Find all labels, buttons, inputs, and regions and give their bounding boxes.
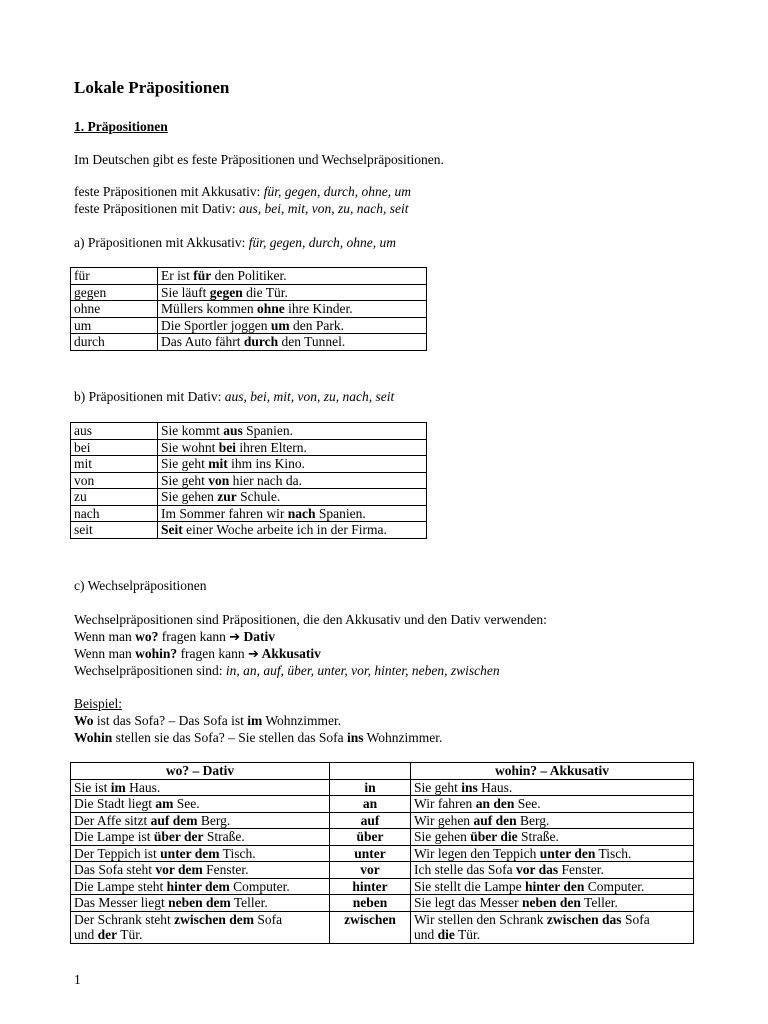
example-cell	[158, 317, 427, 334]
table-row	[71, 456, 427, 473]
table-row	[71, 301, 427, 318]
preposition-bold: über die	[470, 829, 518, 844]
akkusativ-example-cell	[411, 911, 694, 943]
sentence-text: und	[414, 927, 438, 942]
sentence-text: Der Schrank steht	[74, 911, 175, 927]
preposition-bold: zur	[217, 489, 237, 504]
table-row	[71, 829, 694, 846]
page-number: 1	[74, 972, 81, 987]
preposition-bold: zwischen dem	[174, 911, 254, 927]
preposition-bold: hinter den	[524, 878, 585, 894]
preposition-cell: vor	[330, 862, 411, 879]
example-2-prep: ins	[346, 730, 364, 745]
example-cell	[158, 423, 427, 440]
preposition-cell: ohne	[71, 301, 158, 318]
example-2-text: stellen sie das Sofa? – Sie stellen das Sofa	[112, 730, 347, 745]
feste-akkusativ-label: feste Präpositionen mit Akkusativ:	[74, 184, 264, 199]
preposition-cell: aus	[71, 423, 158, 440]
table-row	[71, 489, 427, 506]
sentence-text: Straße.	[203, 829, 245, 844]
example-cell	[158, 268, 427, 285]
table-row	[71, 812, 694, 829]
akkusativ-heading-label: a) Präpositionen mit Akkusativ:	[74, 235, 249, 250]
dativ-table	[70, 422, 427, 539]
table-row	[71, 268, 427, 285]
preposition-cell: seit	[71, 522, 158, 539]
dativ-example-cell	[71, 812, 330, 829]
sentence-text: Sie gehen	[414, 829, 471, 844]
akkusativ-example-cell	[411, 862, 694, 879]
akkusativ-example-cell	[411, 796, 694, 813]
preposition-bold: unter den	[539, 845, 596, 861]
sentence-text: die Tür.	[242, 284, 288, 300]
preposition-bold: unter dem	[160, 845, 220, 861]
example-1-end: Wohnzimmer.	[262, 713, 342, 728]
example-cell	[158, 301, 427, 318]
header-dativ: wo? – Dativ	[71, 763, 330, 780]
example-cell	[158, 284, 427, 301]
feste-akkusativ-line	[74, 183, 411, 200]
sentence-text: Müllers kommen	[161, 301, 257, 316]
preposition-bold: gegen	[209, 284, 243, 300]
sentence-text: Sie geht	[161, 472, 209, 488]
dativ-example-cell	[71, 779, 330, 796]
preposition-cell: zwischen	[330, 911, 411, 943]
sentence-text: Die Lampe ist	[74, 829, 154, 844]
example-cell	[158, 522, 427, 539]
table-row	[71, 779, 694, 796]
table-row	[71, 911, 694, 943]
sentence-text: See.	[173, 796, 200, 811]
sentence-text: Die Lampe steht	[74, 878, 167, 894]
sentence-text: Der Teppich ist	[74, 845, 161, 861]
preposition-bold: von	[208, 472, 230, 488]
preposition-cell: gegen	[71, 284, 158, 301]
sentence-text: einer Woche arbeite ich in der Firma.	[182, 522, 387, 537]
akkusativ-heading-list: für, gegen, durch, ohne, um	[248, 235, 396, 250]
table-row	[71, 334, 427, 351]
example-1-question: Wo	[74, 713, 94, 728]
sentence-text: Sofa	[621, 911, 650, 927]
wechsel-table	[70, 762, 694, 944]
wo-rule-mid: fragen kann	[158, 629, 230, 644]
sentence-text: Sie kommt	[161, 423, 224, 438]
wo-case: Dativ	[240, 629, 276, 644]
sentence-text: Sie läuft	[161, 284, 210, 300]
sentence-text: Schule.	[236, 489, 281, 504]
sentence-text: Er ist	[161, 268, 194, 283]
wechsel-list-label: Wechselpräpositionen sind:	[74, 663, 226, 678]
sentence-text: ihm ins Kino.	[227, 456, 306, 471]
sentence-text: Die Sportler joggen	[161, 317, 271, 333]
sentence-text: Tür.	[117, 927, 143, 942]
sentence-text: den Park.	[289, 317, 344, 333]
example-2-question: Wohin	[74, 730, 113, 745]
sentence-text: hier nach da.	[229, 472, 302, 488]
example-2-end: Wohnzimmer.	[363, 730, 443, 745]
sentence-text: den Politiker.	[211, 268, 287, 283]
sentence-text: Tür.	[454, 927, 481, 942]
dativ-example-cell	[71, 895, 330, 912]
sentence-text: Straße.	[517, 829, 559, 844]
preposition-cell: an	[330, 796, 411, 813]
preposition-bold: nach	[287, 505, 316, 521]
sentence-text: Ich stelle das Sofa	[414, 862, 516, 877]
preposition-bold: neben den	[521, 895, 581, 910]
table-row	[71, 317, 427, 334]
preposition-bold: um	[270, 317, 290, 333]
akkusativ-example-cell	[411, 779, 694, 796]
table-row	[71, 796, 694, 813]
sentence-text: Fenster.	[202, 862, 249, 877]
preposition-cell: nach	[71, 505, 158, 522]
sentence-text: Das Auto fährt	[161, 334, 244, 349]
sentence-text: Sie wohnt	[161, 439, 219, 455]
sentence-text: Sie legt das Messer	[414, 895, 522, 910]
preposition-bold: über der	[153, 829, 204, 844]
sentence-text: Computer.	[584, 878, 645, 894]
sentence-text: Sie ist	[74, 779, 111, 795]
preposition-cell: auf	[330, 812, 411, 829]
dativ-heading	[74, 388, 394, 405]
dativ-example-cell	[71, 862, 330, 879]
dativ-example-cell	[71, 911, 330, 943]
preposition-cell: durch	[71, 334, 158, 351]
sentence-text: Spanien.	[315, 505, 366, 521]
sentence-text: Sie gehen	[161, 489, 218, 504]
sentence-text: Wir fahren	[414, 796, 476, 811]
wohin-rule-pre: Wenn man	[74, 646, 136, 661]
preposition-cell: in	[330, 779, 411, 796]
akkusativ-example-cell	[411, 812, 694, 829]
preposition-cell: für	[71, 268, 158, 285]
sentence-text: Sie stellt die Lampe	[414, 878, 525, 894]
sentence-text: See.	[514, 796, 541, 811]
akkusativ-example-cell	[411, 878, 694, 895]
preposition-bold: ins	[461, 779, 478, 795]
right-arrow-icon: ➔	[229, 630, 241, 645]
sentence-text: Das Messer liegt	[74, 895, 169, 910]
dativ-example-cell	[71, 845, 330, 862]
example-line-1	[74, 712, 341, 729]
feste-dativ-list: aus, bei, mit, von, zu, nach, seit	[238, 201, 409, 216]
feste-akkusativ-list: für, gegen, durch, ohne, um	[263, 184, 411, 199]
wechsel-list: in, an, auf, über, unter, vor, hinter, neben, zwischen	[225, 663, 500, 678]
preposition-cell: unter	[330, 845, 411, 862]
wechsel-list-line	[74, 662, 500, 679]
page-title: Lokale Präpositionen	[74, 78, 230, 97]
sentence-text: Wir legen den Teppich	[414, 845, 540, 861]
sentence-text: Tisch.	[595, 845, 632, 861]
preposition-bold: durch	[243, 334, 279, 349]
wechsel-heading: c) Wechselpräpositionen	[74, 578, 207, 593]
dativ-example-cell	[71, 829, 330, 846]
section-heading: 1. Präpositionen	[74, 119, 168, 134]
sentence-text: Spanien.	[242, 423, 294, 438]
dativ-example-cell	[71, 796, 330, 813]
sentence-text: Die Stadt liegt	[74, 796, 156, 811]
preposition-cell: bei	[71, 439, 158, 456]
feste-dativ-line	[74, 200, 408, 217]
preposition-bold: aus	[223, 423, 243, 438]
table-row	[71, 472, 427, 489]
sentence-text: den Tunnel.	[278, 334, 346, 349]
sentence-text: Computer.	[229, 878, 290, 894]
wohin-case: Akkusativ	[258, 646, 321, 661]
table-row	[71, 439, 427, 456]
feste-dativ-label: feste Präpositionen mit Dativ:	[74, 201, 239, 216]
right-arrow-icon: ➔	[248, 647, 259, 662]
preposition-cell: hinter	[330, 878, 411, 895]
preposition-bold: vor das	[515, 862, 559, 877]
preposition-bold: im	[110, 779, 126, 795]
wohin-question: wohin?	[135, 646, 178, 661]
akkusativ-example-cell	[411, 895, 694, 912]
table-row	[71, 862, 694, 879]
preposition-bold: auf den	[473, 812, 517, 828]
preposition-bold: mit	[208, 456, 228, 471]
wo-rule-line	[74, 628, 275, 646]
sentence-text: Sofa	[253, 911, 283, 927]
table-row	[71, 895, 694, 912]
preposition-bold: hinter dem	[166, 878, 230, 894]
sentence-text: Fenster.	[558, 862, 604, 877]
sentence-text: Das Sofa steht	[74, 862, 156, 877]
example-1-text: ist das Sofa? – Das Sofa ist	[93, 713, 248, 728]
preposition-bold: Seit	[161, 522, 183, 537]
preposition-cell: neben	[330, 895, 411, 912]
wohin-rule-line	[74, 645, 321, 663]
example-1-prep: im	[247, 713, 263, 728]
sentence-text: Berg.	[197, 812, 231, 828]
sentence-text: Teller.	[580, 895, 618, 910]
example-cell	[158, 456, 427, 473]
preposition-bold: für	[193, 268, 212, 283]
akkusativ-table	[70, 267, 427, 351]
example-cell	[158, 505, 427, 522]
sentence-text: Wir gehen	[414, 812, 474, 828]
beispiel-heading: Beispiel:	[74, 696, 122, 711]
akkusativ-heading	[74, 234, 396, 251]
sentence-text: Haus.	[477, 779, 513, 795]
sentence-text: Teller.	[230, 895, 268, 910]
sentence-text: Der Affe sitzt	[74, 812, 151, 828]
preposition-cell: von	[71, 472, 158, 489]
example-line-2	[74, 729, 442, 746]
preposition-cell: um	[71, 317, 158, 334]
table-header-row	[71, 763, 694, 780]
header-preposition	[330, 763, 411, 780]
wechsel-description: Wechselpräpositionen sind Präpositionen, die den Akkusativ und den Dativ verwenden:	[74, 612, 547, 627]
sentence-text: ihren Eltern.	[236, 439, 307, 455]
preposition-bold: an den	[475, 796, 515, 811]
table-row	[71, 878, 694, 895]
sentence-text: Berg.	[516, 812, 550, 828]
sentence-text: Tisch.	[219, 845, 256, 861]
preposition-bold: die	[437, 927, 455, 942]
sentence-text: Sie geht	[414, 779, 462, 795]
sentence-text: Haus.	[125, 779, 161, 795]
wo-rule-pre: Wenn man	[74, 629, 136, 644]
table-row	[71, 284, 427, 301]
header-akkusativ: wohin? – Akkusativ	[411, 763, 694, 780]
dativ-heading-label: b) Präpositionen mit Dativ:	[74, 389, 225, 404]
preposition-bold: am	[155, 796, 174, 811]
table-row	[71, 845, 694, 862]
preposition-bold: vor dem	[155, 862, 203, 877]
sentence-text: Im Sommer fahren wir	[161, 505, 288, 521]
table-row	[71, 505, 427, 522]
preposition-bold: auf dem	[150, 812, 198, 828]
wohin-rule-mid: fragen kann	[177, 646, 249, 661]
table-row	[71, 522, 427, 539]
preposition-bold: ohne	[257, 301, 285, 316]
akkusativ-example-cell	[411, 845, 694, 862]
wo-question: wo?	[135, 629, 159, 644]
akkusativ-example-cell	[411, 829, 694, 846]
preposition-cell: mit	[71, 456, 158, 473]
sentence-text: ihre Kinder.	[284, 301, 353, 316]
dativ-example-cell	[71, 878, 330, 895]
preposition-bold: neben dem	[168, 895, 231, 910]
intro-text: Im Deutschen gibt es feste Präpositionen und Wechselpräpositionen.	[74, 152, 444, 167]
sentence-text: Sie geht	[161, 456, 209, 471]
sentence-text: und	[74, 927, 98, 942]
example-cell	[158, 439, 427, 456]
preposition-cell: zu	[71, 489, 158, 506]
preposition-bold: zwischen das	[546, 911, 622, 927]
preposition-bold: der	[97, 927, 118, 942]
sentence-text: Wir stellen den Schrank	[414, 911, 547, 927]
preposition-bold: bei	[218, 439, 237, 455]
table-row	[71, 423, 427, 440]
example-cell	[158, 489, 427, 506]
preposition-cell: über	[330, 829, 411, 846]
dativ-heading-list: aus, bei, mit, von, zu, nach, seit	[224, 389, 395, 404]
example-cell	[158, 334, 427, 351]
example-cell	[158, 472, 427, 489]
